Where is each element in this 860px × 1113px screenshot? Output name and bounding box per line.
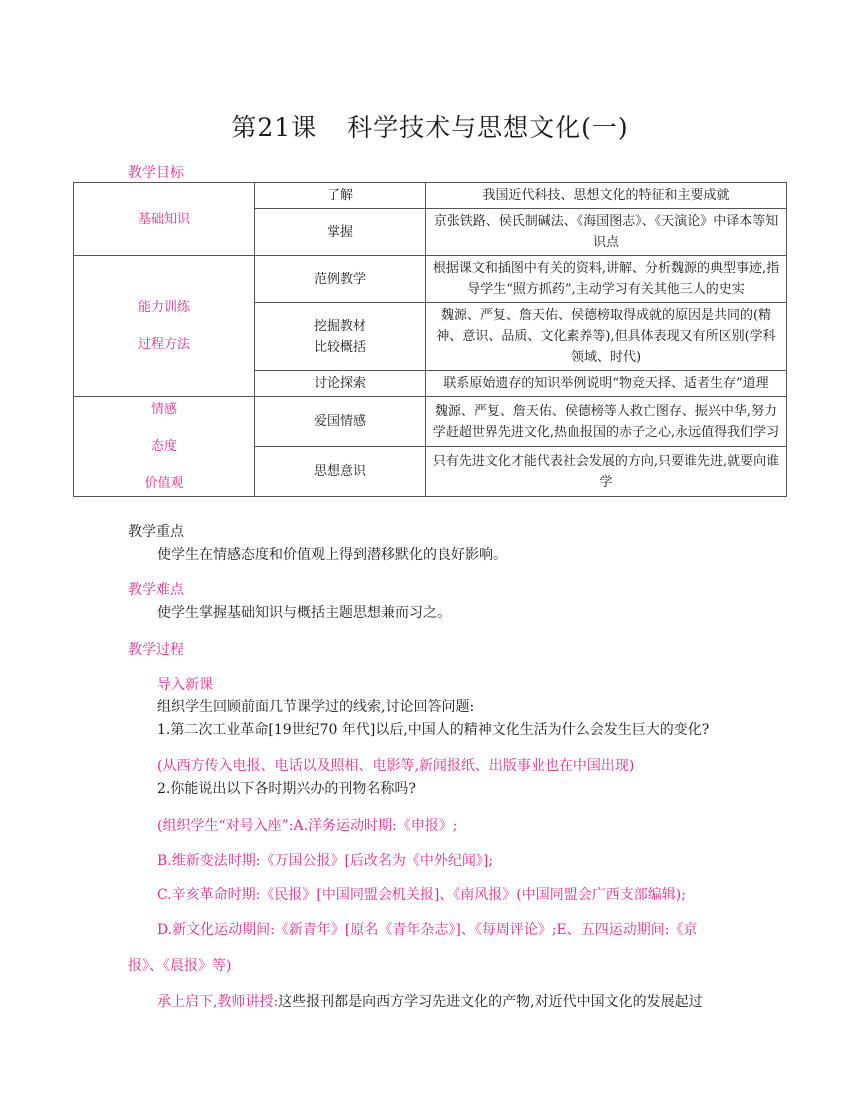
table-row [74,397,787,447]
difficulty-heading: 教学难点 [128,582,184,598]
transition-paragraph [157,992,703,1012]
answer-2-d-line2: 报》、《晨报》等) [128,958,232,974]
intro-heading: 导入新课 [157,677,213,693]
focus-heading: 教学重点 [128,524,184,540]
subcategory-label: 思想意识 [313,464,366,479]
difficulty-text: 使学生掌握基础知识与概括主题思想兼而习之。 [157,605,451,621]
table-content: 根据课文和插图中有关的资料,讲解、分析魏源的典型事迹,指导学生“照方抓药”,主动学习有关其他三人的史实 [426,256,787,303]
table-subcategory [255,447,426,497]
table-content: 魏源、严复、詹天佑、侯德榜等人救亡图存、振兴中华,努力学赶超世界先进文化,热血报国的赤子之心,永远值得我们学习 [426,397,787,447]
table-subcategory [255,397,426,447]
transition-text: 这些报刊都是向西方学习先进文化的产物,对近代中国文化的发展起过 [278,994,703,1010]
table-content: 魏源、严复、詹天佑、侯德榜取得成就的原因是共同的(精神、意识、品质、文化素养等),但具体表现又有所区别(学科领域、时代) [426,303,787,371]
question-1: 1.第二次工业革命[19世纪70 年代]以后,中国人的精神文化生活为什么会发生巨大的变化? [157,722,710,738]
category-label: 情感 [150,402,177,417]
answer-2-a: (组织学生“对号入座”:A.洋务运动时期:《申报》; [157,818,458,834]
subcategory-label: 范例教学 [313,271,366,287]
focus-text: 使学生在情感态度和价值观上得到潜移默化的良好影响。 [157,547,507,563]
table-content: 只有先进文化才能代表社会发展的方向,只要谁先进,就要向谁学 [426,447,787,497]
answer-2-c: C.辛亥革命时期:《民报》[中国同盟会机关报]、《南风报》(中国同盟会广西支部编辑); [157,887,686,903]
table-row [74,256,787,303]
category-label: 价值观 [144,476,184,491]
category-label: 过程方法 [137,337,190,352]
category-label: 能力训练 [137,300,190,315]
answer-2-d-line1: D.新文化运动期间:《新青年》[原名《青年杂志》]、《每周评论》;E、五四运动期间:《京 [157,922,698,938]
table-subcategory [255,371,426,397]
subcategory-label: 爱国情感 [313,414,366,429]
page-title [0,108,860,144]
table-category [74,397,255,497]
subcategory-label: 掌握 [326,224,353,240]
subcategory-label: 讨论探索 [313,376,366,391]
table-subcategory [255,209,426,256]
process-heading: 教学过程 [128,642,184,658]
answer-2-b: B.维新变法时期:《万国公报》[后改名为《中外纪闻》]; [157,853,494,869]
table-subcategory [255,256,426,303]
objectives-table [73,182,787,497]
table-subcategory [255,183,426,209]
category-label: 基础知识 [137,211,190,227]
table-category [74,183,255,256]
intro-text: 组织学生回顾前面几节课学过的线索,讨论回答问题: [157,699,475,715]
subcategory-label: 挖掘教材 [313,318,366,334]
answer-1: (从西方传入电报、电话以及照相、电影等,新闻报纸、出版事业也在中国出现) [157,758,635,774]
table-subcategory [255,303,426,371]
table-row [74,183,787,209]
subcategory-label: 了解 [326,188,353,203]
table-category [74,256,255,397]
category-label: 态度 [150,439,177,454]
table-content: 我国近代科技、思想文化的特征和主要成就 [426,183,787,209]
subcategory-label: 比较概括 [313,339,366,355]
transition-label: 承上启下,教师讲授: [157,994,279,1010]
lesson-topic: 科学技术与思想文化(一) [347,113,629,142]
table-content: 联系原始遗存的知识举例说明“物竞天择、适者生存”道理 [426,371,787,397]
table-content: 京张铁路、侯氏制碱法、《海国图志》、《天演论》中译本等知识点 [426,209,787,256]
objectives-heading: 教学目标 [128,165,184,181]
question-2: 2.你能说出以下各时期兴办的刊物名称吗? [157,781,416,797]
lesson-number: 第21课 [231,113,318,142]
